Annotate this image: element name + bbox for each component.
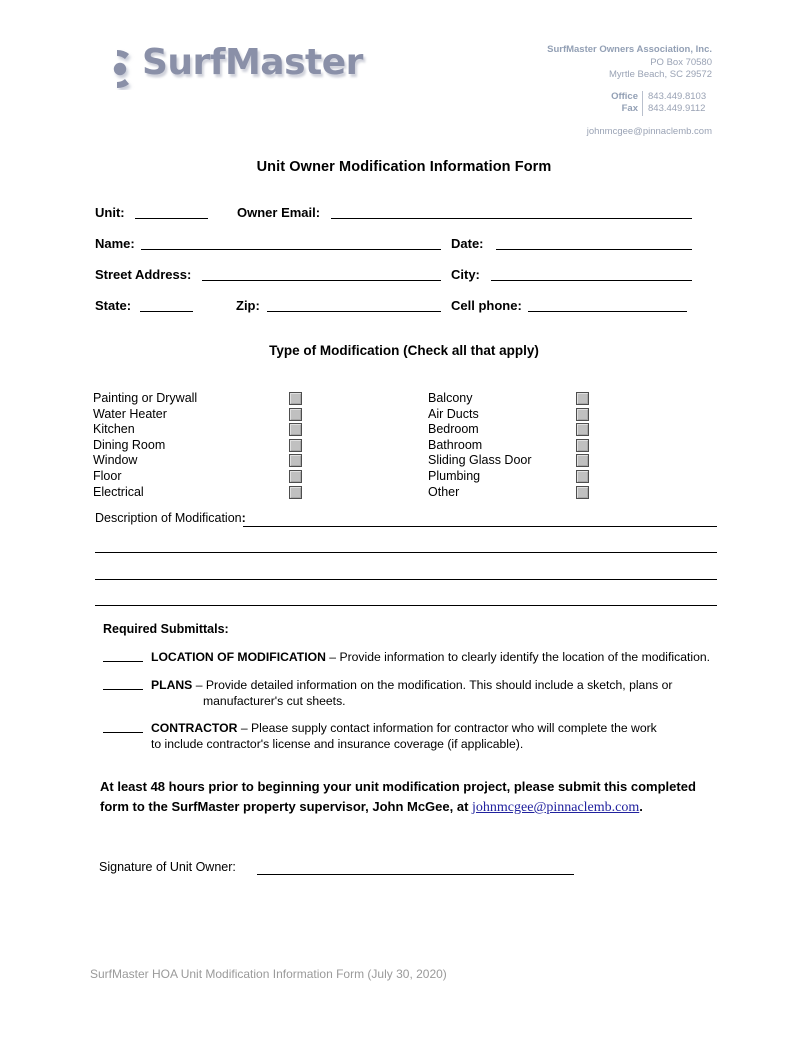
- submittal-body: [151, 721, 751, 752]
- submittals-heading: Required Submittals:: [103, 622, 229, 636]
- option-label: Other: [428, 484, 460, 499]
- page-footer: SurfMaster HOA Unit Modification Information Form (July 30, 2020): [90, 967, 447, 981]
- checkbox-row[interactable]: [428, 407, 658, 423]
- submittal-blank-location[interactable]: [103, 661, 143, 662]
- organization-name: SurfMaster Owners Association, Inc.: [547, 44, 712, 55]
- checkbox-air-ducts[interactable]: [576, 408, 589, 421]
- checkbox-floor[interactable]: [289, 470, 302, 483]
- option-label: Window: [93, 453, 138, 468]
- surfmaster-logo: [96, 40, 366, 102]
- fax-row: [482, 103, 712, 116]
- fax-label: Fax: [621, 103, 638, 114]
- checkbox-row[interactable]: [428, 469, 658, 485]
- checkbox-row[interactable]: [93, 407, 323, 423]
- input-signature[interactable]: [257, 874, 574, 875]
- notice-text-part-1: At least 48 hours prior to beginning your unit modification project, please submit this completed form to the SurfMaster property supervisor, John McGee, at: [100, 779, 696, 814]
- option-label: Sliding Glass Door: [428, 453, 532, 468]
- label-name: Name:: [95, 236, 135, 251]
- input-state[interactable]: [140, 311, 193, 312]
- option-label: Air Ducts: [428, 406, 479, 421]
- submittal-body: [151, 650, 751, 666]
- checkbox-row[interactable]: [428, 453, 658, 469]
- option-label: Kitchen: [93, 422, 135, 437]
- modification-left-column: [93, 391, 323, 500]
- checkbox-plumbing[interactable]: [576, 470, 589, 483]
- description-label-colon: :: [241, 511, 246, 525]
- checkbox-row[interactable]: [93, 453, 323, 469]
- po-box: PO Box 70580: [650, 56, 712, 68]
- submittal-text-cont: manufacturer's cut sheets.: [203, 693, 346, 708]
- option-label: Electrical: [93, 484, 144, 499]
- label-date: Date:: [451, 236, 484, 251]
- option-label: Bedroom: [428, 422, 479, 437]
- checkbox-painting-or-drywall[interactable]: [289, 392, 302, 405]
- submittal-body: [151, 678, 751, 709]
- input-name[interactable]: [141, 249, 441, 250]
- checkbox-water-heater[interactable]: [289, 408, 302, 421]
- submittal-text: Please supply contact information for contractor who will complete the work: [251, 721, 657, 735]
- checkbox-bathroom[interactable]: [576, 439, 589, 452]
- option-label: Plumbing: [428, 468, 481, 483]
- checkbox-kitchen[interactable]: [289, 423, 302, 436]
- input-zip[interactable]: [267, 311, 441, 312]
- checkbox-row[interactable]: [93, 469, 323, 485]
- label-street-address: Street Address:: [95, 267, 192, 282]
- input-city[interactable]: [491, 280, 692, 281]
- checkbox-row[interactable]: [428, 422, 658, 438]
- checkbox-row[interactable]: [93, 485, 323, 501]
- checkbox-dining-room[interactable]: [289, 439, 302, 452]
- label-cell-phone: Cell phone:: [451, 298, 522, 313]
- input-description-line-4[interactable]: [95, 605, 717, 606]
- description-label: [95, 511, 246, 525]
- checkbox-sliding-glass-door[interactable]: [576, 454, 589, 467]
- logo-wordmark: SurfMaster: [142, 42, 363, 83]
- phone-block: [482, 91, 712, 116]
- checkbox-row[interactable]: [93, 422, 323, 438]
- submittal-dash: –: [237, 721, 251, 735]
- option-label: Balcony: [428, 391, 473, 405]
- modification-heading: Type of Modification (Check all that apply): [269, 343, 539, 358]
- modification-right-column: [428, 391, 658, 500]
- checkbox-row[interactable]: [428, 438, 658, 454]
- office-phone-row: [482, 91, 712, 104]
- label-owner-email: Owner Email:: [237, 205, 321, 220]
- checkbox-other[interactable]: [576, 486, 589, 499]
- submittal-dash: –: [192, 678, 206, 692]
- page-title: Unit Owner Modification Information Form: [256, 159, 552, 175]
- input-unit[interactable]: [135, 218, 208, 219]
- submittal-blank-contractor[interactable]: [103, 732, 143, 733]
- label-zip: Zip:: [236, 298, 260, 313]
- submittal-blank-plans[interactable]: [103, 689, 143, 690]
- option-label: Floor: [93, 468, 122, 483]
- crescent-dot-icon: [96, 48, 138, 90]
- description-label-text: Description of Modification: [95, 511, 242, 525]
- notice-email-link[interactable]: johnmcgee@pinnaclemb.com: [472, 800, 640, 815]
- fax-number: 843.449.9112: [642, 103, 712, 116]
- contact-block: [482, 44, 712, 138]
- checkbox-window[interactable]: [289, 454, 302, 467]
- submittal-dash: –: [325, 650, 340, 664]
- label-unit: Unit:: [95, 205, 125, 220]
- input-street-address[interactable]: [202, 280, 441, 281]
- submittal-title: LOCATION OF MODIFICATION: [151, 650, 326, 664]
- signature-label: Signature of Unit Owner:: [99, 860, 236, 874]
- office-label: Office: [611, 90, 638, 102]
- input-description-line-2[interactable]: [95, 552, 717, 553]
- submission-notice: [100, 777, 720, 818]
- option-label: Water Heater: [93, 406, 167, 421]
- label-city: City:: [451, 267, 480, 282]
- option-label: Bathroom: [428, 437, 483, 452]
- submittal-title: CONTRACTOR: [151, 721, 238, 735]
- office-number: 843.449.8103: [642, 91, 712, 104]
- checkbox-balcony[interactable]: [576, 392, 589, 405]
- header-email: johnmcgee@pinnaclemb.com: [586, 125, 712, 137]
- submittal-text: Provide information to clearly identify the location of the modification.: [339, 650, 711, 664]
- checkbox-row[interactable]: [428, 391, 658, 407]
- checkbox-row[interactable]: [93, 391, 323, 407]
- input-date[interactable]: [496, 249, 692, 250]
- label-state: State:: [95, 298, 132, 313]
- option-label: Painting or Drywall: [93, 391, 198, 405]
- input-cell-phone[interactable]: [528, 311, 687, 312]
- checkbox-bedroom[interactable]: [576, 423, 589, 436]
- submittal-text-cont: to include contractor's license and insurance coverage (if applicable).: [151, 736, 524, 751]
- input-owner-email[interactable]: [331, 218, 692, 219]
- input-description-line-3[interactable]: [95, 579, 717, 580]
- checkbox-row[interactable]: [428, 485, 658, 501]
- checkbox-row[interactable]: [93, 438, 323, 454]
- notice-text-part-2: .: [639, 799, 643, 814]
- submittal-title: PLANS: [151, 678, 193, 692]
- submittal-text: Provide detailed information on the modification. This should include a sketch, plans or: [205, 678, 673, 692]
- city-state-zip: Myrtle Beach, SC 29572: [609, 69, 712, 80]
- checkbox-electrical[interactable]: [289, 486, 302, 499]
- input-description-line-1[interactable]: [243, 526, 717, 527]
- option-label: Dining Room: [93, 437, 166, 452]
